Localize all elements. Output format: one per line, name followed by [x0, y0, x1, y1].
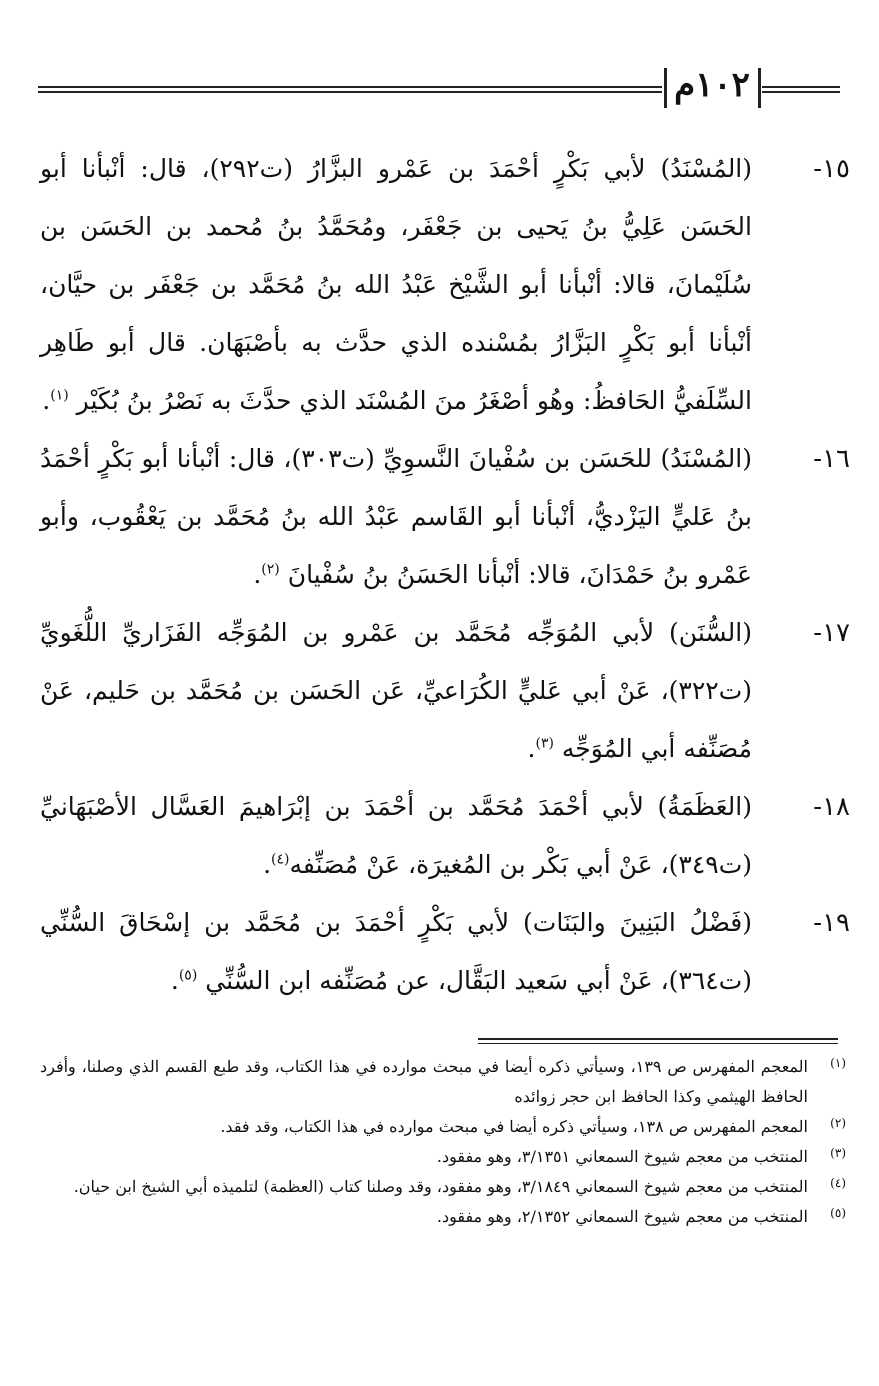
footnote-text: المعجم المفهرس ص ١٣٨، وسيأتي ذكره أيضا في مبحث موارده في هذا الكتاب، وقد فقد.	[220, 1117, 808, 1136]
footnote-mark: (٢)	[261, 561, 280, 578]
entry-text: (فَضْلُ البَنِينَ والبَنَات) لأبي بَكْرٍ أحْمَدَ بن مُحَمَّد بن إسْحَاقَ السُّنِّي (ت٣٦٤)، عَنْ أبي سَعيد البَقَّال، عن مُصَنِّفه ابن السُّنِّي $^{(٥)}$.	[40, 908, 752, 995]
entry-16	[40, 430, 850, 604]
header-rule-left	[38, 86, 662, 93]
page-number: ١٠٢م	[674, 65, 750, 105]
header-divider-right	[758, 68, 761, 108]
footnote-mark: (٤)	[271, 851, 290, 868]
footnote-2	[40, 1112, 846, 1142]
entry-number: ١٧-	[813, 618, 850, 648]
footnote-5	[40, 1202, 846, 1232]
footnote-3	[40, 1142, 846, 1172]
entry-17	[40, 604, 850, 778]
entry-body: (السُّنَن) لأبي المُوَجِّه مُحَمَّد بن عَمْرو بن المُوَجِّه الفَزَاريِّ اللُّغَويِّ (ت٣٢٢)، عَنْ أبي عَليٍّ الكُرَاعيِّ، عَن الحَسَن بن مُحَمَّد بن حَليم، عَنْ مُصَنِّفه أبي المُوَجِّه	[40, 618, 752, 763]
footnote-text: المنتخب من معجم شيوخ السمعاني ٢/١٣٥٢، وهو مفقود.	[436, 1207, 808, 1226]
entry-19	[40, 894, 850, 1010]
entry-15	[40, 140, 850, 430]
footnote-separator	[478, 1038, 838, 1044]
footnote-1	[40, 1052, 846, 1112]
footnote-number: (١)	[830, 1056, 846, 1070]
footnote-text: المنتخب من معجم شيوخ السمعاني ٣/١٣٥١، وهو مفقود.	[436, 1147, 808, 1166]
entry-number: ١٨-	[813, 792, 850, 822]
entry-body: (فَضْلُ البَنِينَ والبَنَات) لأبي بَكْرٍ أحْمَدَ بن مُحَمَّد بن إسْحَاقَ السُّنِّي (ت٣٦٤)، عَنْ أبي سَعيد البَقَّال، عن مُصَنِّفه ابن السُّنِّي	[40, 908, 752, 995]
entry-text: (العَظَمَةُ) لأبي أحْمَدَ مُحَمَّد بن أحْمَدَ بن إبْرَاهيمَ العَسَّال الأصْبَهَانيِّ (ت٣٤٩)، عَنْ أبي بَكْر بن المُغيرَة، عَنْ مُصَنِّفه$^{(٤)}$.	[40, 792, 752, 879]
footnote-number: (٤)	[830, 1176, 846, 1190]
entry-body: (المُسْنَدُ) لأبي بَكْرٍ أحْمَدَ بن عَمْرو البزَّارُ (ت٢٩٢)، قال: أنْبأنا أبو الحَسَن عَلِيُّ بنُ يَحيى بن جَعْفَر، ومُحَمَّدُ بنُ مُحمد بن الحَسَن بن سُلَيْمانَ، قالا: أنْبأنا أبو الشَّيْخ عَبْدُ الله بنُ مُحَمَّد بن جَعْفَر بن حيَّان، أنْبأنا أبو بَكْرٍ البَزَّارُ بمُسْنده الذي حدَّث به بأصْبَهَان. قال أبو طَاهِر السِّلَفيُّ الحَافظُ: وهُو أصْغَرُ منَ المُسْنَد الذي حدَّثَ به نَصْرُ بنُ بُكَيْر	[40, 154, 753, 415]
entry-number: ١٩-	[813, 908, 850, 938]
footnote-number: (٢)	[830, 1116, 846, 1130]
footnote-text: المعجم المفهرس ص ١٣٩، وسيأتي ذكره أيضا في مبحث موارده في هذا الكتاب، وقد طبع القسم الذي وصلنا، وأفرد الحافظ الهيثمي وكذا الحافظ ابن حجر زوائده	[40, 1057, 808, 1106]
footnote-number: (٣)	[830, 1146, 846, 1160]
footnote-mark: (١)	[50, 387, 69, 404]
footnote-mark: (٣)	[535, 735, 554, 752]
entry-body: (العَظَمَةُ) لأبي أحْمَدَ مُحَمَّد بن أحْمَدَ بن إبْرَاهيمَ العَسَّال الأصْبَهَانيِّ (ت٣٤٩)، عَنْ أبي بَكْر بن المُغيرَة، عَنْ مُصَنِّفه	[40, 792, 752, 879]
entry-text: (المُسْنَدُ) للحَسَن بن سُفْيانَ النَّسوِيِّ (ت٣٠٣)، قال: أنْبأنا أبو بَكْرٍ أحْمَدُ بنُ عَليٍّ اليَزْديُّ، أنْبأنا أبو القَاسم عَبْدُ الله بنُ مُحَمَّد بن يَعْقُوب، وأبو عَمْرو بنُ حَمْدَانَ، قالا: أنْبأنا الحَسَنُ بنُ سُفْيانَ $^{(٢)}$.	[40, 444, 752, 589]
footnote-number: (٥)	[830, 1206, 846, 1220]
entry-text: (السُّنَن) لأبي المُوَجِّه مُحَمَّد بن عَمْرو بن المُوَجِّه الفَزَاريِّ اللُّغَويِّ (ت٣٢٢)، عَنْ أبي عَليٍّ الكُرَاعيِّ، عَن الحَسَن بن مُحَمَّد بن حَليم، عَنْ مُصَنِّفه أبي المُوَجِّه $^{(٣)}$.	[40, 618, 752, 763]
footnotes	[40, 1052, 846, 1232]
entry-number: ١٥-	[813, 154, 850, 184]
footnote-mark: (٥)	[178, 967, 198, 984]
entry-body: (المُسْنَدُ) للحَسَن بن سُفْيانَ النَّسوِيِّ (ت٣٠٣)، قال: أنْبأنا أبو بَكْرٍ أحْمَدُ بنُ عَليٍّ اليَزْديُّ، أنْبأنا أبو القَاسم عَبْدُ الله بنُ مُحَمَّد بن يَعْقُوب، وأبو عَمْرو بنُ حَمْدَانَ، قالا: أنْبأنا الحَسَنُ بنُ سُفْيانَ	[40, 444, 752, 589]
entry-18	[40, 778, 850, 894]
entry-number: ١٦-	[813, 444, 850, 474]
footnote-4	[40, 1172, 846, 1202]
header-divider-left	[664, 68, 667, 108]
footnote-text: المنتخب من معجم شيوخ السمعاني ٣/١٨٤٩، وهو مفقود، وقد وصلنا كتاب (العظمة) لتلميذه أبي الشيخ ابن حيان.	[73, 1177, 808, 1196]
entry-text: (المُسْنَدُ) لأبي بَكْرٍ أحْمَدَ بن عَمْرو البزَّارُ (ت٢٩٢)، قال: أنْبأنا أبو الحَسَن عَلِيُّ بنُ يَحيى بن جَعْفَر، ومُحَمَّدُ بنُ مُحمد بن الحَسَن بن سُلَيْمانَ، قالا: أنْبأنا أبو الشَّيْخ عَبْدُ الله بنُ مُحَمَّد بن جَعْفَر بن حيَّان، أنْبأنا أبو بَكْرٍ البَزَّارُ بمُسْنده الذي حدَّث به بأصْبَهَان. قال أبو طَاهِر السِّلَفيُّ الحَافظُ: وهُو أصْغَرُ منَ المُسْنَد الذي حدَّثَ به نَصْرُ بنُ بُكَيْر $^{(١)}$.	[40, 154, 753, 415]
header-rule-right	[762, 86, 840, 93]
entries-list	[40, 140, 850, 1010]
